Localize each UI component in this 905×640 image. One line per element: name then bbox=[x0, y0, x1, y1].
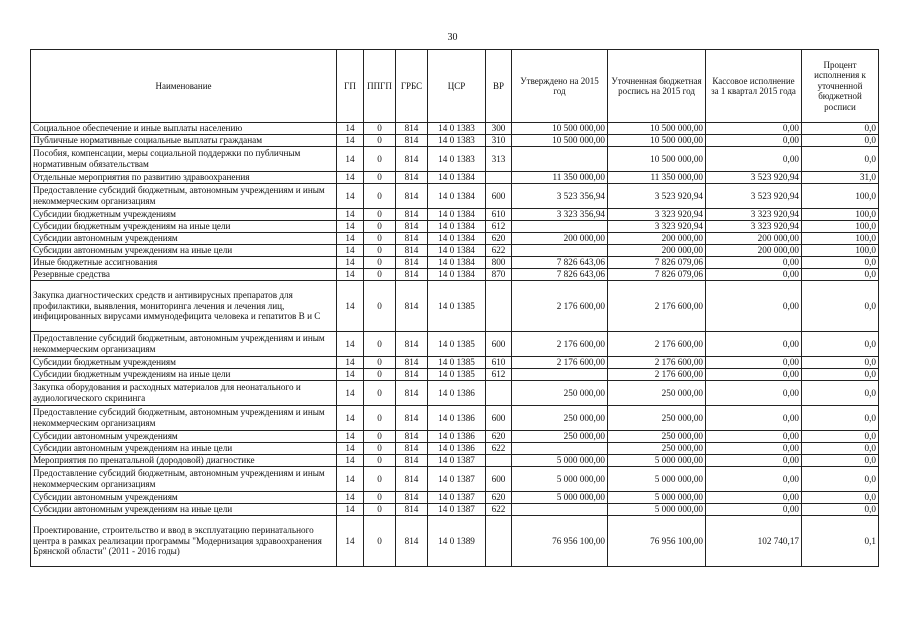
cell-approved bbox=[512, 369, 608, 381]
table-row bbox=[31, 147, 879, 172]
cell-approved: 250 000,00 bbox=[512, 406, 608, 431]
table-row bbox=[31, 123, 879, 135]
cell-grbs: 814 bbox=[396, 123, 428, 135]
cell-csr: 14 0 1385 bbox=[428, 369, 486, 381]
cell-refined: 10 500 000,00 bbox=[608, 147, 706, 172]
cell-csr: 14 0 1385 bbox=[428, 332, 486, 357]
cell-csr: 14 0 1385 bbox=[428, 281, 486, 332]
cell-vr: 622 bbox=[486, 504, 512, 516]
cell-percent: 0,0 bbox=[802, 431, 879, 443]
cell-cash: 0,00 bbox=[706, 431, 802, 443]
cell-approved: 250 000,00 bbox=[512, 381, 608, 406]
cell-vr: 622 bbox=[486, 245, 512, 257]
cell-name: Закупка диагностических средств и антивирусных препаратов для профилактики, выявления, мониторинга лечения и лечения лиц, инфицированных вирусами иммунодефицита человека и гепатитов В и С bbox=[31, 281, 337, 332]
cell-approved: 2 176 600,00 bbox=[512, 332, 608, 357]
cell-ppgp: 0 bbox=[364, 431, 396, 443]
cell-approved: 11 350 000,00 bbox=[512, 172, 608, 184]
table-row bbox=[31, 504, 879, 516]
cell-vr bbox=[486, 516, 512, 567]
table-row bbox=[31, 516, 879, 567]
cell-gp: 14 bbox=[337, 245, 364, 257]
cell-refined: 2 176 600,00 bbox=[608, 281, 706, 332]
cell-refined: 250 000,00 bbox=[608, 406, 706, 431]
cell-percent: 0,0 bbox=[802, 269, 879, 281]
cell-cash: 0,00 bbox=[706, 455, 802, 467]
cell-ppgp: 0 bbox=[364, 455, 396, 467]
cell-percent: 0,0 bbox=[802, 369, 879, 381]
cell-percent: 100,0 bbox=[802, 233, 879, 245]
cell-gp: 14 bbox=[337, 406, 364, 431]
cell-grbs: 814 bbox=[396, 209, 428, 221]
cell-vr: 600 bbox=[486, 184, 512, 209]
cell-cash: 0,00 bbox=[706, 492, 802, 504]
cell-name: Субсидии автономным учреждениям на иные цели bbox=[31, 245, 337, 257]
cell-name: Предоставление субсидий бюджетным, автономным учреждениям и иным некоммерческим организациям bbox=[31, 467, 337, 492]
cell-cash: 0,00 bbox=[706, 369, 802, 381]
cell-grbs: 814 bbox=[396, 257, 428, 269]
cell-csr: 14 0 1384 bbox=[428, 269, 486, 281]
cell-vr bbox=[486, 455, 512, 467]
cell-approved: 76 956 100,00 bbox=[512, 516, 608, 567]
cell-refined: 200 000,00 bbox=[608, 233, 706, 245]
table-row bbox=[31, 184, 879, 209]
cell-cash: 0,00 bbox=[706, 332, 802, 357]
header-refined: Уточненная бюджетная роспись на 2015 год bbox=[608, 50, 706, 123]
table-row bbox=[31, 381, 879, 406]
cell-percent: 0,1 bbox=[802, 516, 879, 567]
cell-ppgp: 0 bbox=[364, 245, 396, 257]
cell-gp: 14 bbox=[337, 147, 364, 172]
cell-csr: 14 0 1386 bbox=[428, 431, 486, 443]
cell-vr bbox=[486, 381, 512, 406]
cell-percent: 0,0 bbox=[802, 455, 879, 467]
cell-grbs: 814 bbox=[396, 357, 428, 369]
cell-name: Закупка оборудования и расходных материалов для неонатального и аудиологического скрининга bbox=[31, 381, 337, 406]
cell-percent: 100,0 bbox=[802, 245, 879, 257]
cell-percent: 0,0 bbox=[802, 357, 879, 369]
cell-refined: 76 956 100,00 bbox=[608, 516, 706, 567]
cell-grbs: 814 bbox=[396, 406, 428, 431]
cell-name: Публичные нормативные социальные выплаты гражданам bbox=[31, 135, 337, 147]
cell-name: Субсидии автономным учреждениям bbox=[31, 431, 337, 443]
cell-name: Проектирование, строительство и ввод в эксплуатацию перинатального центра в рамках реализации программы "Модернизация здравоохранения Брянской области" (2011 - 2016 годы) bbox=[31, 516, 337, 567]
cell-ppgp: 0 bbox=[364, 492, 396, 504]
cell-gp: 14 bbox=[337, 332, 364, 357]
cell-cash: 0,00 bbox=[706, 406, 802, 431]
cell-name: Социальное обеспечение и иные выплаты населению bbox=[31, 123, 337, 135]
cell-grbs: 814 bbox=[396, 492, 428, 504]
cell-approved: 7 826 643,06 bbox=[512, 269, 608, 281]
cell-percent: 100,0 bbox=[802, 209, 879, 221]
cell-ppgp: 0 bbox=[364, 269, 396, 281]
table-row bbox=[31, 135, 879, 147]
cell-ppgp: 0 bbox=[364, 357, 396, 369]
cell-refined: 2 176 600,00 bbox=[608, 369, 706, 381]
cell-approved: 10 500 000,00 bbox=[512, 135, 608, 147]
cell-name: Предоставление субсидий бюджетным, автономным учреждениям и иным некоммерческим организациям bbox=[31, 184, 337, 209]
cell-grbs: 814 bbox=[396, 381, 428, 406]
cell-refined: 10 500 000,00 bbox=[608, 135, 706, 147]
cell-refined: 5 000 000,00 bbox=[608, 492, 706, 504]
cell-refined: 10 500 000,00 bbox=[608, 123, 706, 135]
cell-ppgp: 0 bbox=[364, 123, 396, 135]
cell-ppgp: 0 bbox=[364, 172, 396, 184]
cell-cash: 0,00 bbox=[706, 504, 802, 516]
cell-approved: 200 000,00 bbox=[512, 233, 608, 245]
cell-gp: 14 bbox=[337, 233, 364, 245]
cell-gp: 14 bbox=[337, 209, 364, 221]
table-row bbox=[31, 233, 879, 245]
cell-percent: 0,0 bbox=[802, 467, 879, 492]
cell-gp: 14 bbox=[337, 184, 364, 209]
header-gp: ГП bbox=[337, 50, 364, 123]
cell-gp: 14 bbox=[337, 281, 364, 332]
cell-refined: 7 826 079,06 bbox=[608, 257, 706, 269]
cell-ppgp: 0 bbox=[364, 369, 396, 381]
cell-name: Субсидии бюджетным учреждениям bbox=[31, 209, 337, 221]
table-row bbox=[31, 443, 879, 455]
cell-approved: 3 323 356,94 bbox=[512, 209, 608, 221]
cell-vr bbox=[486, 281, 512, 332]
table-row bbox=[31, 406, 879, 431]
cell-gp: 14 bbox=[337, 135, 364, 147]
cell-gp: 14 bbox=[337, 257, 364, 269]
cell-percent: 0,0 bbox=[802, 492, 879, 504]
cell-refined: 2 176 600,00 bbox=[608, 357, 706, 369]
cell-grbs: 814 bbox=[396, 431, 428, 443]
cell-name: Мероприятия по пренатальной (дородовой) диагностике bbox=[31, 455, 337, 467]
cell-vr: 610 bbox=[486, 357, 512, 369]
cell-ppgp: 0 bbox=[364, 147, 396, 172]
cell-gp: 14 bbox=[337, 123, 364, 135]
cell-csr: 14 0 1384 bbox=[428, 257, 486, 269]
header-approved: Утверждено на 2015 год bbox=[512, 50, 608, 123]
cell-refined: 3 323 920,94 bbox=[608, 221, 706, 233]
cell-vr: 612 bbox=[486, 221, 512, 233]
cell-ppgp: 0 bbox=[364, 516, 396, 567]
cell-refined: 5 000 000,00 bbox=[608, 467, 706, 492]
cell-csr: 14 0 1383 bbox=[428, 135, 486, 147]
cell-vr: 800 bbox=[486, 257, 512, 269]
cell-cash: 0,00 bbox=[706, 123, 802, 135]
cell-grbs: 814 bbox=[396, 443, 428, 455]
table-header-row bbox=[31, 50, 879, 123]
table-row bbox=[31, 369, 879, 381]
cell-approved: 5 000 000,00 bbox=[512, 455, 608, 467]
table-row bbox=[31, 455, 879, 467]
cell-csr: 14 0 1386 bbox=[428, 443, 486, 455]
cell-vr bbox=[486, 172, 512, 184]
cell-gp: 14 bbox=[337, 504, 364, 516]
cell-percent: 0,0 bbox=[802, 381, 879, 406]
cell-approved bbox=[512, 443, 608, 455]
cell-refined: 7 826 079,06 bbox=[608, 269, 706, 281]
cell-approved: 5 000 000,00 bbox=[512, 492, 608, 504]
cell-gp: 14 bbox=[337, 431, 364, 443]
cell-grbs: 814 bbox=[396, 269, 428, 281]
cell-cash: 0,00 bbox=[706, 357, 802, 369]
cell-ppgp: 0 bbox=[364, 209, 396, 221]
cell-approved: 10 500 000,00 bbox=[512, 123, 608, 135]
header-ppgp: ППГП bbox=[364, 50, 396, 123]
cell-vr: 600 bbox=[486, 467, 512, 492]
cell-approved: 3 523 356,94 bbox=[512, 184, 608, 209]
cell-gp: 14 bbox=[337, 357, 364, 369]
cell-cash: 200 000,00 bbox=[706, 245, 802, 257]
cell-cash: 3 523 920,94 bbox=[706, 184, 802, 209]
cell-csr: 14 0 1384 bbox=[428, 221, 486, 233]
cell-cash: 0,00 bbox=[706, 269, 802, 281]
cell-approved bbox=[512, 221, 608, 233]
cell-refined: 3 523 920,94 bbox=[608, 184, 706, 209]
cell-csr: 14 0 1384 bbox=[428, 209, 486, 221]
cell-percent: 0,0 bbox=[802, 443, 879, 455]
cell-name: Субсидии бюджетным учреждениям на иные цели bbox=[31, 221, 337, 233]
cell-approved bbox=[512, 245, 608, 257]
cell-grbs: 814 bbox=[396, 467, 428, 492]
cell-ppgp: 0 bbox=[364, 504, 396, 516]
cell-csr: 14 0 1387 bbox=[428, 492, 486, 504]
cell-grbs: 814 bbox=[396, 245, 428, 257]
header-grbs: ГРБС bbox=[396, 50, 428, 123]
cell-name: Субсидии автономным учреждениям на иные цели bbox=[31, 443, 337, 455]
cell-csr: 14 0 1383 bbox=[428, 147, 486, 172]
cell-csr: 14 0 1384 bbox=[428, 233, 486, 245]
cell-ppgp: 0 bbox=[364, 443, 396, 455]
cell-grbs: 814 bbox=[396, 281, 428, 332]
cell-refined: 250 000,00 bbox=[608, 443, 706, 455]
cell-percent: 0,0 bbox=[802, 406, 879, 431]
cell-refined: 5 000 000,00 bbox=[608, 455, 706, 467]
cell-vr: 600 bbox=[486, 406, 512, 431]
cell-cash: 3 323 920,94 bbox=[706, 209, 802, 221]
cell-approved: 2 176 600,00 bbox=[512, 281, 608, 332]
page-number: 30 bbox=[447, 32, 458, 43]
cell-cash: 0,00 bbox=[706, 135, 802, 147]
cell-ppgp: 0 bbox=[364, 467, 396, 492]
cell-approved bbox=[512, 504, 608, 516]
cell-approved: 5 000 000,00 bbox=[512, 467, 608, 492]
cell-cash: 3 523 920,94 bbox=[706, 172, 802, 184]
cell-gp: 14 bbox=[337, 221, 364, 233]
cell-name: Субсидии автономным учреждениям на иные цели bbox=[31, 504, 337, 516]
cell-gp: 14 bbox=[337, 467, 364, 492]
cell-gp: 14 bbox=[337, 516, 364, 567]
cell-percent: 0,0 bbox=[802, 135, 879, 147]
cell-gp: 14 bbox=[337, 381, 364, 406]
cell-percent: 0,0 bbox=[802, 123, 879, 135]
cell-refined: 250 000,00 bbox=[608, 381, 706, 406]
cell-vr: 313 bbox=[486, 147, 512, 172]
cell-name: Предоставление субсидий бюджетным, автономным учреждениям и иным некоммерческим организациям bbox=[31, 332, 337, 357]
cell-percent: 0,0 bbox=[802, 332, 879, 357]
cell-ppgp: 0 bbox=[364, 135, 396, 147]
cell-csr: 14 0 1384 bbox=[428, 245, 486, 257]
budget-table bbox=[30, 49, 879, 567]
cell-name: Субсидии автономным учреждениям bbox=[31, 233, 337, 245]
cell-vr: 620 bbox=[486, 492, 512, 504]
cell-csr: 14 0 1387 bbox=[428, 467, 486, 492]
header-percent: Процент исполнения к уточненной бюджетной росписи bbox=[802, 50, 879, 123]
cell-approved: 2 176 600,00 bbox=[512, 357, 608, 369]
cell-percent: 0,0 bbox=[802, 504, 879, 516]
cell-cash: 0,00 bbox=[706, 281, 802, 332]
cell-cash: 3 323 920,94 bbox=[706, 221, 802, 233]
cell-refined: 2 176 600,00 bbox=[608, 332, 706, 357]
table-row bbox=[31, 172, 879, 184]
cell-percent: 100,0 bbox=[802, 184, 879, 209]
table-row bbox=[31, 492, 879, 504]
cell-cash: 0,00 bbox=[706, 467, 802, 492]
cell-grbs: 814 bbox=[396, 221, 428, 233]
table-row bbox=[31, 281, 879, 332]
cell-cash: 0,00 bbox=[706, 147, 802, 172]
cell-gp: 14 bbox=[337, 455, 364, 467]
cell-gp: 14 bbox=[337, 492, 364, 504]
cell-csr: 14 0 1386 bbox=[428, 381, 486, 406]
cell-name: Пособия, компенсации, меры социальной поддержки по публичным нормативным обязательствам bbox=[31, 147, 337, 172]
cell-refined: 5 000 000,00 bbox=[608, 504, 706, 516]
cell-percent: 0,0 bbox=[802, 281, 879, 332]
cell-cash: 200 000,00 bbox=[706, 233, 802, 245]
cell-ppgp: 0 bbox=[364, 406, 396, 431]
table-row bbox=[31, 257, 879, 269]
cell-ppgp: 0 bbox=[364, 257, 396, 269]
cell-name: Резервные средства bbox=[31, 269, 337, 281]
cell-ppgp: 0 bbox=[364, 381, 396, 406]
cell-vr: 612 bbox=[486, 369, 512, 381]
table-row bbox=[31, 357, 879, 369]
cell-ppgp: 0 bbox=[364, 221, 396, 233]
cell-gp: 14 bbox=[337, 172, 364, 184]
cell-ppgp: 0 bbox=[364, 184, 396, 209]
cell-approved: 250 000,00 bbox=[512, 431, 608, 443]
cell-vr: 622 bbox=[486, 443, 512, 455]
cell-name: Иные бюджетные ассигнования bbox=[31, 257, 337, 269]
cell-name: Субсидии автономным учреждениям bbox=[31, 492, 337, 504]
cell-vr: 620 bbox=[486, 431, 512, 443]
cell-refined: 11 350 000,00 bbox=[608, 172, 706, 184]
cell-csr: 14 0 1387 bbox=[428, 455, 486, 467]
cell-vr: 620 bbox=[486, 233, 512, 245]
cell-grbs: 814 bbox=[396, 172, 428, 184]
cell-refined: 250 000,00 bbox=[608, 431, 706, 443]
table-row bbox=[31, 221, 879, 233]
cell-percent: 0,0 bbox=[802, 257, 879, 269]
cell-vr: 870 bbox=[486, 269, 512, 281]
cell-approved: 7 826 643,06 bbox=[512, 257, 608, 269]
cell-grbs: 814 bbox=[396, 369, 428, 381]
cell-vr: 610 bbox=[486, 209, 512, 221]
cell-approved bbox=[512, 147, 608, 172]
cell-name: Субсидии бюджетным учреждениям на иные цели bbox=[31, 369, 337, 381]
cell-percent: 31,0 bbox=[802, 172, 879, 184]
table-row bbox=[31, 332, 879, 357]
cell-cash: 0,00 bbox=[706, 257, 802, 269]
cell-csr: 14 0 1389 bbox=[428, 516, 486, 567]
cell-grbs: 814 bbox=[396, 332, 428, 357]
cell-csr: 14 0 1385 bbox=[428, 357, 486, 369]
cell-gp: 14 bbox=[337, 269, 364, 281]
cell-csr: 14 0 1384 bbox=[428, 172, 486, 184]
cell-grbs: 814 bbox=[396, 184, 428, 209]
cell-percent: 100,0 bbox=[802, 221, 879, 233]
header-vr: ВР bbox=[486, 50, 512, 123]
cell-cash: 0,00 bbox=[706, 443, 802, 455]
table-row bbox=[31, 467, 879, 492]
cell-vr: 300 bbox=[486, 123, 512, 135]
cell-grbs: 814 bbox=[396, 233, 428, 245]
cell-name: Отдельные мероприятия по развитию здравоохранения bbox=[31, 172, 337, 184]
cell-vr: 600 bbox=[486, 332, 512, 357]
cell-name: Предоставление субсидий бюджетным, автономным учреждениям и иным некоммерческим организациям bbox=[31, 406, 337, 431]
table-row bbox=[31, 431, 879, 443]
cell-ppgp: 0 bbox=[364, 332, 396, 357]
header-csr: ЦСР bbox=[428, 50, 486, 123]
cell-name: Субсидии бюджетным учреждениям bbox=[31, 357, 337, 369]
table-row bbox=[31, 269, 879, 281]
cell-csr: 14 0 1386 bbox=[428, 406, 486, 431]
cell-grbs: 814 bbox=[396, 455, 428, 467]
cell-grbs: 814 bbox=[396, 147, 428, 172]
cell-csr: 14 0 1383 bbox=[428, 123, 486, 135]
cell-vr: 310 bbox=[486, 135, 512, 147]
cell-csr: 14 0 1387 bbox=[428, 504, 486, 516]
cell-refined: 3 323 920,94 bbox=[608, 209, 706, 221]
table-body bbox=[31, 123, 879, 567]
cell-csr: 14 0 1384 bbox=[428, 184, 486, 209]
cell-ppgp: 0 bbox=[364, 233, 396, 245]
cell-grbs: 814 bbox=[396, 516, 428, 567]
table-row bbox=[31, 209, 879, 221]
cell-gp: 14 bbox=[337, 443, 364, 455]
header-cash: Кассовое исполнение за 1 квартал 2015 года bbox=[706, 50, 802, 123]
table-row bbox=[31, 245, 879, 257]
cell-ppgp: 0 bbox=[364, 281, 396, 332]
cell-cash: 0,00 bbox=[706, 381, 802, 406]
cell-refined: 200 000,00 bbox=[608, 245, 706, 257]
cell-gp: 14 bbox=[337, 369, 364, 381]
header-name: Наименование bbox=[31, 50, 337, 123]
cell-grbs: 814 bbox=[396, 135, 428, 147]
cell-cash: 102 740,17 bbox=[706, 516, 802, 567]
cell-grbs: 814 bbox=[396, 504, 428, 516]
cell-percent: 0,0 bbox=[802, 147, 879, 172]
